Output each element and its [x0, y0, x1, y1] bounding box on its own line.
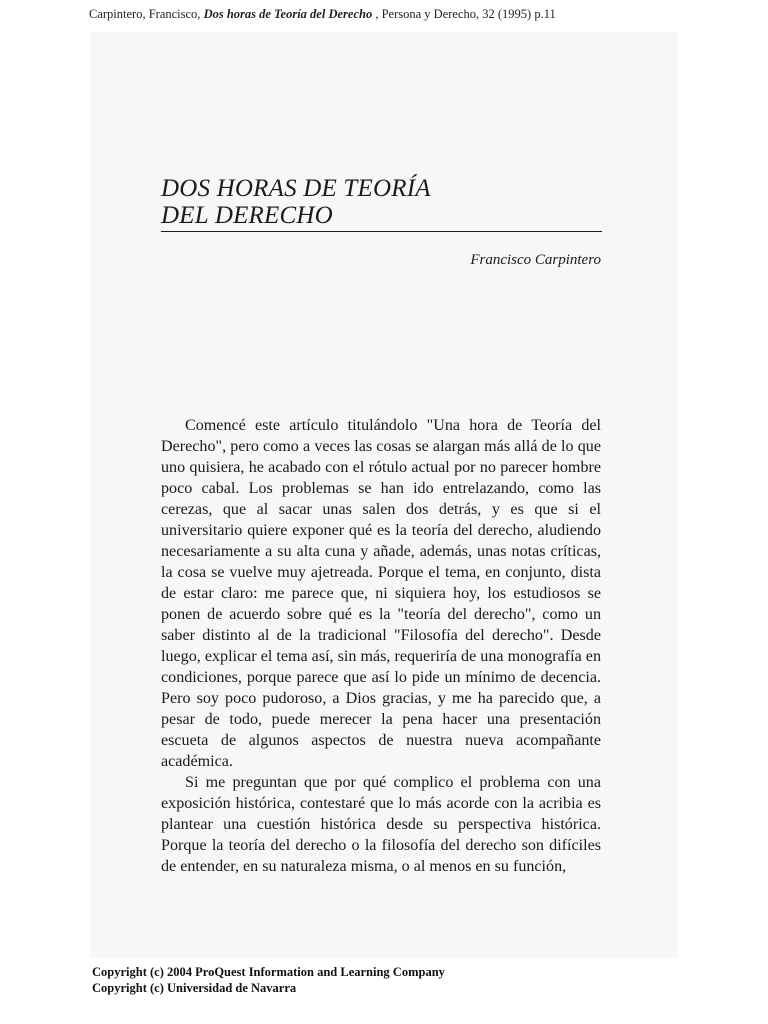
citation-prefix: Carpintero, Francisco,: [89, 7, 204, 21]
body-paragraph: Si me preguntan que por qué complico el problema con una exposición histórica, contestaré que lo más acorde con la acribia es plantear una cuestión histórica desde su perspectiva histórica. Porque la teoría del derecho o la filosofía del derecho son difíciles de entender, en su naturaleza misma, o al menos en su función,: [161, 774, 601, 875]
article-title-line-1: DOS HORAS DE TEORÍA: [161, 175, 431, 202]
citation-title: Dos horas de Teoría del Derecho: [203, 7, 373, 21]
article-title-line-2: DEL DERECHO: [161, 202, 333, 229]
article-body: [161, 415, 601, 877]
citation-suffix: , Persona y Derecho, 32 (1995) p.11: [372, 7, 556, 21]
article-title: [161, 175, 602, 232]
citation-header: [89, 7, 556, 22]
copyright-line-1: Copyright (c) 2004 ProQuest Information and Learning Company: [92, 965, 445, 979]
copyright-footer: [92, 964, 445, 996]
body-paragraph: Comencé este artículo titulándolo "Una hora de Teoría del Derecho", pero como a veces las cosas se alargan más allá de lo que uno quisiera, he acabado con el rótulo actual por no parecer hombre poco cabal. Los problemas se han ido entrelazando, como las cerezas, que al sacar unas salen dos detrás, y es que si el universitario quiere exponer qué es la teoría del derecho, aludiendo necesariamente a su alta cuna y añade, además, unas notas críticas, la cosa se vuelve muy ajetreada. Porque el tema, en conjunto, dista de estar claro: me parece que, ni siquiera hoy, los estudiosos se ponen de acuerdo sobre qué es la "teoría del derecho", como un saber distinto al de la tradicional "Filosofía del derecho". Desde luego, explicar el tema así, sin más, requeriría de una monografía en condiciones, porque parece que así lo pide un mínimo de decencia. Pero soy poco pudoroso, a Dios gracias, y me ha parecido que, a pesar de todo, puede merecer la pena hacer una presentación escueta de algunos aspectos de nuestra nueva acompañante académica.: [161, 417, 601, 770]
copyright-line-2: Copyright (c) Universidad de Navarra: [92, 981, 297, 995]
author-name: Francisco Carpintero: [470, 252, 601, 268]
